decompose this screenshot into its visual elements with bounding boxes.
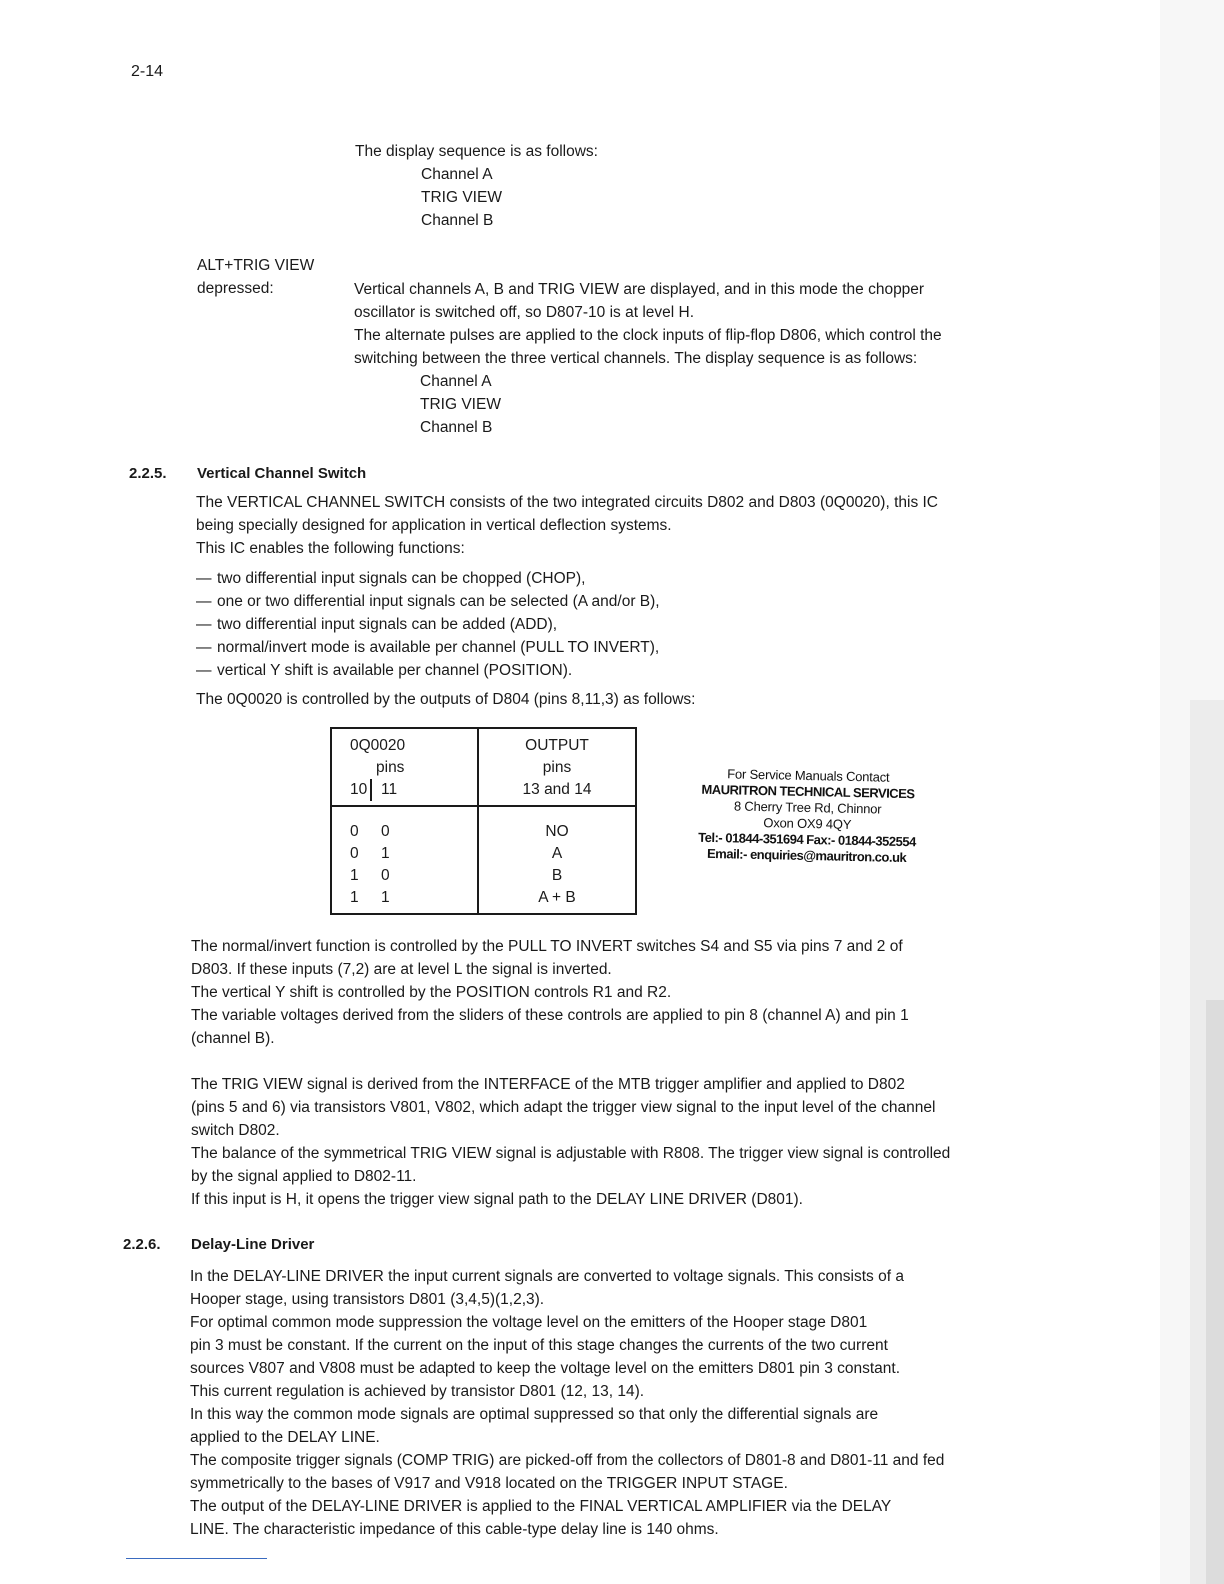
table-header-output (478, 728, 636, 806)
table-body-row (331, 806, 636, 914)
table-row (332, 821, 477, 843)
text-line: The alternate pulses are applied to the clock inputs of flip-flop D806, which control the (354, 327, 942, 344)
text-line: symmetrically to the bases of V917 and V918 located on the TRIGGER INPUT STAGE. (190, 1475, 788, 1492)
table-header-input (331, 728, 478, 806)
table-cell: 0 (350, 845, 359, 862)
table-row (332, 887, 477, 909)
table-outputs (478, 806, 636, 914)
table-header-input-cols (332, 779, 477, 801)
section-title: Delay-Line Driver (191, 1236, 315, 1253)
text-line: The variable voltages derived from the sliders of these controls are applied to pin 8 (channel A) and pin 1 (191, 1007, 909, 1024)
text-line: pin 3 must be constant. If the current on the input of this stage changes the currents of the two current (190, 1337, 888, 1354)
page-number: 2-14 (131, 63, 164, 80)
text-line: In this way the common mode signals are optimal suppressed so that only the differential signals are (190, 1406, 879, 1423)
list-item: Channel A (420, 373, 492, 390)
alt-trig-description (354, 278, 1034, 439)
table-cell: 0 (381, 823, 390, 840)
text-line: (channel B). (191, 1030, 275, 1047)
list-item: Channel B (421, 212, 494, 229)
service-contact-stamp (689, 766, 926, 867)
list-item: — two differential input signals can be added (ADD), (196, 613, 1036, 636)
column-header-pin11: 11 (381, 781, 398, 798)
table-header-row (331, 728, 636, 806)
table-cell: 0 (350, 823, 359, 840)
table-header-input-sub: pins (376, 759, 405, 776)
intro-block (355, 140, 598, 232)
text-line: oscillator is switched off, so D807-10 is at level H. (354, 304, 695, 321)
section-title: Vertical Channel Switch (197, 465, 367, 482)
text-line: The balance of the symmetrical TRIG VIEW signal is adjustable with R808. The trigger view signal is controlled (191, 1145, 951, 1162)
text-line: The VERTICAL CHANNEL SWITCH consists of the two integrated circuits D802 and D803 (0Q0020), this IC (196, 494, 939, 511)
text-line: For optimal common mode suppression the voltage level on the emitters of the Hooper stage D801 (190, 1314, 868, 1331)
table-header-output-title: OUTPUT (525, 737, 589, 754)
table-cell: 1 (350, 889, 359, 906)
list-item: — two differential input signals can be chopped (CHOP), (196, 567, 1036, 590)
text-line: The composite trigger signals (COMP TRIG) are picked-off from the collectors of D801-8 and D801-11 and fed (190, 1452, 945, 1469)
list-item: Channel A (421, 166, 493, 183)
text-line: This current regulation is achieved by transistor D801 (12, 13, 14). (190, 1383, 645, 1400)
stamp-line: For Service Manuals Contact (727, 766, 890, 785)
text-line: applied to the DELAY LINE. (190, 1429, 380, 1446)
table-cell: 1 (381, 889, 390, 906)
table-row (332, 843, 477, 865)
list-item: Channel B (420, 419, 493, 436)
text-line: This IC enables the following functions: (196, 540, 465, 557)
section-heading-vertical-channel-switch (129, 462, 366, 485)
column-header-pin10: 10 (332, 779, 372, 801)
text-line: The normal/invert function is controlled by the PULL TO INVERT switches S4 and S5 via pins 7 and 2 of (191, 938, 903, 955)
stamp-line: Tel:- 01844-351694 Fax:- 01844-352554 (698, 829, 916, 850)
scan-edge-artifacts (1130, 0, 1224, 1584)
section-heading-delay-line-driver (123, 1233, 314, 1256)
text-line: The TRIG VIEW signal is derived from the INTERFACE of the MTB trigger amplifier and applied to D802 (191, 1076, 905, 1093)
section-body-delay-line-driver (190, 1265, 1030, 1541)
table-header-output-sub: pins (542, 759, 572, 776)
list-item: — one or two differential input signals can be selected (A and/or B), (196, 590, 1036, 613)
section-body-vertical-channel-switch (196, 491, 1036, 711)
text-line: Vertical channels A, B and TRIG VIEW are displayed, and in this mode the chopper (354, 281, 925, 298)
table-row (332, 865, 477, 887)
footer-rule (126, 1558, 267, 1559)
text-line: by the signal applied to D802-11. (191, 1168, 417, 1185)
intro-sequence (421, 163, 598, 232)
intro-text: The display sequence is as follows: (355, 143, 598, 160)
text-line: switch D802. (191, 1122, 280, 1139)
alt-trig-label (197, 254, 314, 300)
paragraph-normal-invert (191, 935, 1031, 1050)
text-line: In the DELAY-LINE DRIVER the input current signals are converted to voltage signals. This consists of a (190, 1268, 904, 1285)
table-cell: 0 (381, 867, 390, 884)
list-item: TRIG VIEW (421, 189, 502, 206)
text-line: The vertical Y shift is controlled by the POSITION controls R1 and R2. (191, 984, 672, 1001)
table-header-input-title: 0Q0020 (350, 737, 406, 754)
alt-trig-label-line2: depressed: (197, 280, 274, 297)
table-cell: A (551, 845, 563, 862)
alt-trig-sequence (420, 370, 1034, 439)
paragraph-trig-view (191, 1073, 1031, 1211)
table-cell: 1 (381, 845, 390, 862)
text-line: If this input is H, it opens the trigger view signal path to the DELAY LINE DRIVER (D801). (191, 1191, 803, 1208)
text-line: D803. If these inputs (7,2) are at level L the signal is inverted. (191, 961, 612, 978)
alt-trig-label-line1: ALT+TRIG VIEW (197, 257, 315, 274)
table-header-output-sub2: 13 and 14 (522, 781, 592, 798)
text-line: switching between the three vertical channels. The display sequence is as follows: (354, 350, 918, 367)
section-number: 2.2.5. (129, 465, 167, 482)
table-cell: NO (545, 823, 569, 840)
list-item: — vertical Y shift is available per channel (POSITION). (196, 659, 1036, 682)
text-line: The output of the DELAY-LINE DRIVER is applied to the FINAL VERTICAL AMPLIFIER via the DELAY (190, 1498, 892, 1515)
truth-table (330, 727, 637, 915)
table-cell: 1 (350, 867, 359, 884)
text-line: sources V807 and V808 must be adapted to keep the voltage level on the emitters D801 pin 3 constant. (190, 1360, 901, 1377)
text-line: LINE. The characteristic impedance of this cable-type delay line is 140 ohms. (190, 1521, 719, 1538)
function-list (196, 567, 1036, 682)
text-line: Hooper stage, using transistors D801 (3,4,5)(1,2,3). (190, 1291, 545, 1308)
stamp-line: MAURITRON TECHNICAL SERVICES (701, 781, 915, 802)
text-line: being specially designed for application in vertical deflection systems. (196, 517, 672, 534)
section-number: 2.2.6. (123, 1236, 161, 1253)
stamp-line: 8 Cherry Tree Rd, Chinnor (733, 798, 882, 817)
table-inputs (331, 806, 478, 914)
list-item: — normal/invert mode is available per channel (PULL TO INVERT), (196, 636, 1036, 659)
text-line: (pins 5 and 6) via transistors V801, V802, which adapt the trigger view signal to the input level of the channel (191, 1099, 936, 1116)
stamp-line: Email:- enquiries@mauritron.co.uk (706, 845, 907, 866)
stamp-line: Oxon OX9 4QY (763, 815, 852, 832)
table-cell: B (551, 867, 563, 884)
table-cell: A + B (538, 889, 576, 906)
list-item: TRIG VIEW (420, 396, 501, 413)
text-line: The 0Q0020 is controlled by the outputs of D804 (pins 8,11,3) as follows: (196, 691, 696, 708)
scan-shadow-strip (1206, 1000, 1224, 1584)
